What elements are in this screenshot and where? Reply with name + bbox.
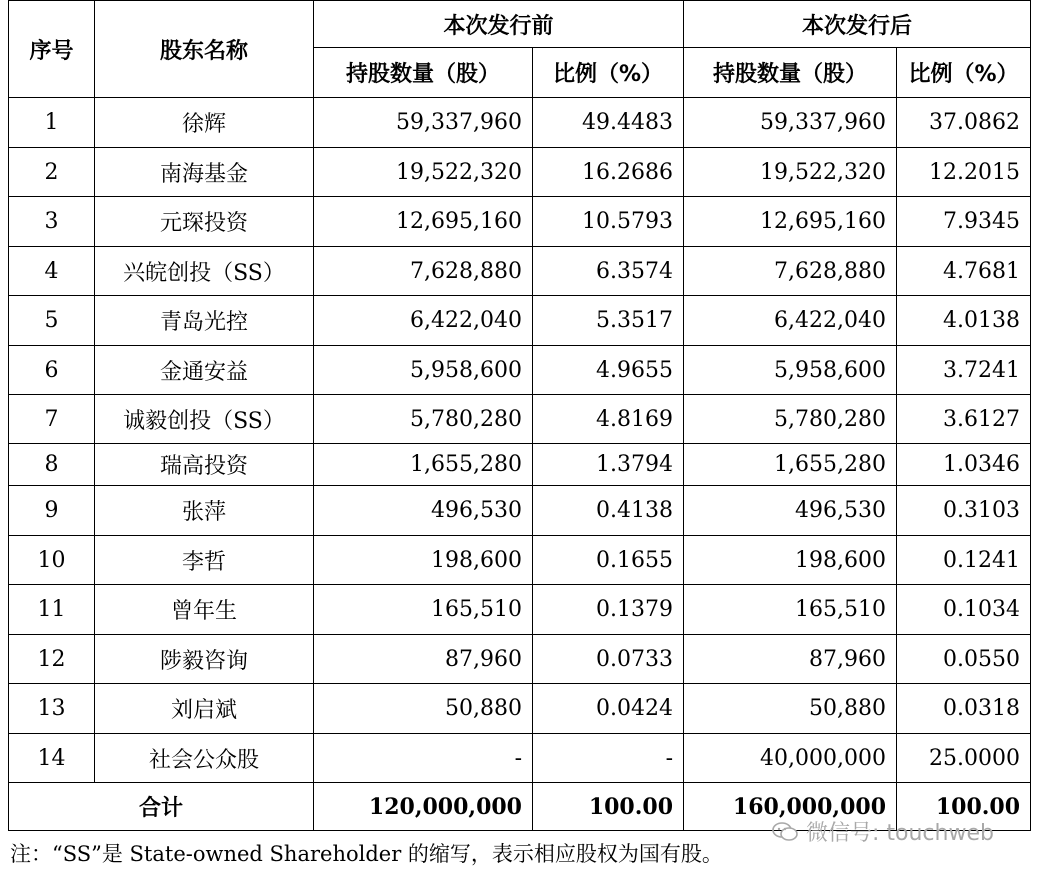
- row-seq: 3: [9, 197, 95, 247]
- row-before-ratio: 49.4483: [533, 98, 684, 148]
- row-after-ratio: 0.3103: [897, 486, 1031, 536]
- watermark: [772, 816, 994, 847]
- wechat-icon: [772, 822, 798, 842]
- row-before-shares: 87,960: [314, 635, 533, 684]
- table-row: [9, 346, 1031, 395]
- header-after-shares: 持股数量（股）: [684, 48, 897, 98]
- row-name: 张萍: [95, 486, 314, 536]
- row-after-shares: 1,655,280: [684, 444, 897, 486]
- row-name: 社会公众股: [95, 734, 314, 783]
- row-before-ratio: 5.3517: [533, 296, 684, 346]
- row-before-ratio: 0.4138: [533, 486, 684, 536]
- row-after-shares: 40,000,000: [684, 734, 897, 783]
- row-after-shares: 198,600: [684, 536, 897, 585]
- watermark-text: 微信号: touchweb: [806, 821, 994, 846]
- row-after-ratio: 1.0346: [897, 444, 1031, 486]
- row-name: 兴皖创投（SS）: [95, 247, 314, 296]
- row-after-shares: 12,695,160: [684, 197, 897, 247]
- row-before-shares: 6,422,040: [314, 296, 533, 346]
- row-before-shares: 198,600: [314, 536, 533, 585]
- table-row: [9, 536, 1031, 585]
- row-before-shares: 50,880: [314, 684, 533, 734]
- row-after-ratio: 3.7241: [897, 346, 1031, 395]
- row-after-shares: 165,510: [684, 585, 897, 635]
- row-after-shares: 6,422,040: [684, 296, 897, 346]
- row-name: 徐辉: [95, 98, 314, 148]
- row-before-shares: 12,695,160: [314, 197, 533, 247]
- row-before-shares: 496,530: [314, 486, 533, 536]
- row-name: 曾年生: [95, 585, 314, 635]
- row-seq: 10: [9, 536, 95, 585]
- footnote: 注：“SS”是 State-owned Shareholder 的缩写，表示相应股权为国有股。: [10, 842, 723, 866]
- row-before-shares: 165,510: [314, 585, 533, 635]
- row-name: 刘启斌: [95, 684, 314, 734]
- row-before-ratio: -: [533, 734, 684, 783]
- table-row: [9, 247, 1031, 296]
- row-name: 诚毅创投（SS）: [95, 395, 314, 444]
- shareholder-table: [8, 0, 1031, 831]
- row-after-ratio: 3.6127: [897, 395, 1031, 444]
- header-after: 本次发行后: [684, 1, 1031, 48]
- row-before-shares: 59,337,960: [314, 98, 533, 148]
- total-after-ratio: 100.00: [897, 783, 1031, 831]
- table-row: [9, 684, 1031, 734]
- row-after-ratio: 0.1241: [897, 536, 1031, 585]
- total-label: 合计: [9, 783, 314, 831]
- header-before-shares: 持股数量（股）: [314, 48, 533, 98]
- row-seq: 2: [9, 148, 95, 197]
- row-after-ratio: 12.2015: [897, 148, 1031, 197]
- header-after-ratio: 比例（%）: [897, 48, 1031, 98]
- row-after-shares: 87,960: [684, 635, 897, 684]
- row-after-shares: 5,958,600: [684, 346, 897, 395]
- row-name: 李哲: [95, 536, 314, 585]
- row-seq: 6: [9, 346, 95, 395]
- table-row: [9, 197, 1031, 247]
- row-before-shares: 5,958,600: [314, 346, 533, 395]
- row-after-ratio: 4.0138: [897, 296, 1031, 346]
- header-before: 本次发行前: [314, 1, 684, 48]
- header-seq: 序号: [9, 1, 95, 98]
- row-before-ratio: 1.3794: [533, 444, 684, 486]
- row-before-ratio: 4.8169: [533, 395, 684, 444]
- table-row: [9, 585, 1031, 635]
- table-row: [9, 486, 1031, 536]
- table-row: [9, 98, 1031, 148]
- row-name: 陟毅咨询: [95, 635, 314, 684]
- row-before-shares: 19,522,320: [314, 148, 533, 197]
- row-after-shares: 7,628,880: [684, 247, 897, 296]
- row-seq: 11: [9, 585, 95, 635]
- row-before-ratio: 0.1655: [533, 536, 684, 585]
- row-seq: 9: [9, 486, 95, 536]
- row-after-ratio: 4.7681: [897, 247, 1031, 296]
- row-seq: 14: [9, 734, 95, 783]
- table-body: [9, 98, 1031, 783]
- table-row: [9, 734, 1031, 783]
- row-before-shares: 1,655,280: [314, 444, 533, 486]
- row-before-shares: -: [314, 734, 533, 783]
- row-seq: 1: [9, 98, 95, 148]
- row-after-ratio: 0.1034: [897, 585, 1031, 635]
- table-row: [9, 635, 1031, 684]
- row-after-ratio: 0.0318: [897, 684, 1031, 734]
- header-name: 股东名称: [95, 1, 314, 98]
- row-seq: 4: [9, 247, 95, 296]
- row-before-shares: 5,780,280: [314, 395, 533, 444]
- row-before-ratio: 10.5793: [533, 197, 684, 247]
- row-after-ratio: 37.0862: [897, 98, 1031, 148]
- row-after-ratio: 7.9345: [897, 197, 1031, 247]
- row-after-shares: 50,880: [684, 684, 897, 734]
- row-name: 青岛光控: [95, 296, 314, 346]
- table-row: [9, 148, 1031, 197]
- total-before-ratio: 100.00: [533, 783, 684, 831]
- row-before-shares: 7,628,880: [314, 247, 533, 296]
- row-seq: 8: [9, 444, 95, 486]
- row-name: 瑞高投资: [95, 444, 314, 486]
- row-name: 南海基金: [95, 148, 314, 197]
- row-after-ratio: 0.0550: [897, 635, 1031, 684]
- row-before-ratio: 0.0733: [533, 635, 684, 684]
- row-after-shares: 59,337,960: [684, 98, 897, 148]
- row-before-ratio: 4.9655: [533, 346, 684, 395]
- row-seq: 12: [9, 635, 95, 684]
- row-after-ratio: 25.0000: [897, 734, 1031, 783]
- total-before-shares: 120,000,000: [314, 783, 533, 831]
- row-before-ratio: 0.0424: [533, 684, 684, 734]
- header-before-ratio: 比例（%）: [533, 48, 684, 98]
- row-after-shares: 19,522,320: [684, 148, 897, 197]
- row-name: 元琛投资: [95, 197, 314, 247]
- row-name: 金通安益: [95, 346, 314, 395]
- row-seq: 13: [9, 684, 95, 734]
- table-row: [9, 296, 1031, 346]
- total-after-shares: 160,000,000: [684, 783, 897, 831]
- row-before-ratio: 16.2686: [533, 148, 684, 197]
- row-seq: 7: [9, 395, 95, 444]
- table-row: [9, 395, 1031, 444]
- row-before-ratio: 6.3574: [533, 247, 684, 296]
- row-before-ratio: 0.1379: [533, 585, 684, 635]
- row-seq: 5: [9, 296, 95, 346]
- row-after-shares: 5,780,280: [684, 395, 897, 444]
- table-row: [9, 444, 1031, 486]
- row-after-shares: 496,530: [684, 486, 897, 536]
